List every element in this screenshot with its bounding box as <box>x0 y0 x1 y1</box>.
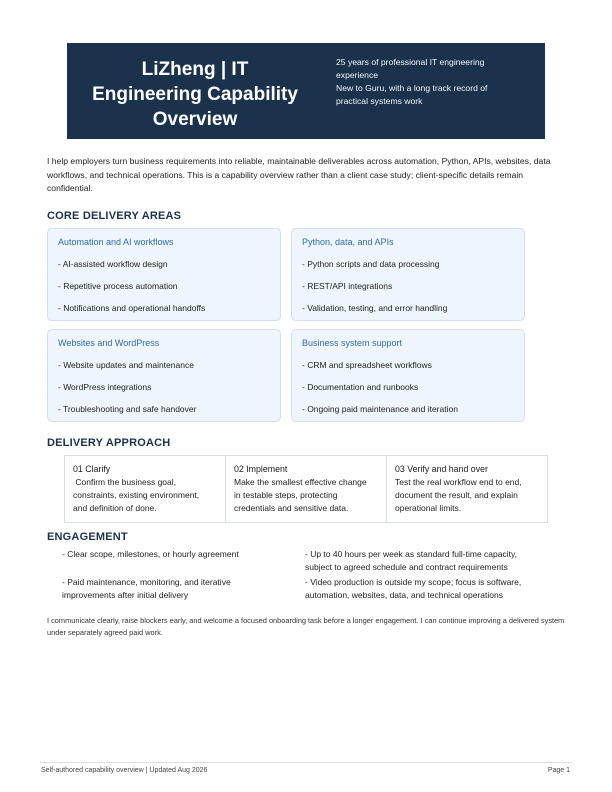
engagement-item <box>62 548 239 561</box>
step-line: credentials and sensitive data. <box>234 503 349 513</box>
card-item: - Notifications and operational handoffs <box>58 303 206 313</box>
step-verify <box>387 456 547 522</box>
step-implement <box>226 456 387 522</box>
card-item: - Python scripts and data processing <box>302 259 440 269</box>
engagement-line: - Paid maintenance, monitoring, and iterative <box>62 577 231 587</box>
footer-note: Self-authored capability overview | Updated Aug 2026 <box>41 767 208 774</box>
card-title: Automation and AI workflows <box>58 237 174 247</box>
page-number: Page 1 <box>547 767 570 774</box>
step-line: in testable steps, protecting <box>234 490 338 500</box>
card-automation <box>47 228 281 321</box>
info-line: practical systems work <box>336 96 423 106</box>
engagement-line: improvements after initial delivery <box>62 590 189 600</box>
info-line: New to Guru, with a long track record of <box>336 83 488 93</box>
step-line: constraints, existing environment, <box>73 490 200 500</box>
header-info <box>336 56 536 108</box>
card-item: - REST/API integrations <box>302 281 393 291</box>
step-clarify <box>65 456 226 522</box>
footer-divider <box>40 762 572 763</box>
title-line: Engineering Capability <box>92 84 298 105</box>
engagement-heading: ENGAGEMENT <box>47 531 128 543</box>
card-item: - Documentation and runbooks <box>302 382 419 392</box>
step-title: 03 Verify and hand over <box>395 464 488 474</box>
card-item: - CRM and spreadsheet workflows <box>302 360 432 370</box>
card-item: - WordPress integrations <box>58 382 152 392</box>
engagement-item <box>62 576 231 602</box>
title-line: Overview <box>152 109 238 130</box>
title-line: LiZheng | IT <box>141 59 249 80</box>
delivery-approach-heading: DELIVERY APPROACH <box>47 437 171 449</box>
card-title: Python, data, and APIs <box>302 237 394 247</box>
card-business-support <box>291 329 525 422</box>
core-delivery-heading: CORE DELIVERY AREAS <box>47 210 182 222</box>
engagement-line: subject to agreed schedule and contract requirements <box>305 562 508 572</box>
card-item: - Validation, testing, and error handling <box>302 303 448 313</box>
card-item: - Website updates and maintenance <box>58 360 194 370</box>
step-line: and definition of done. <box>73 503 157 513</box>
engagement-line: - Video production is outside my scope; focus is software, <box>305 577 522 587</box>
step-line: Make the smallest effective change <box>234 477 367 487</box>
approach-steps <box>64 455 548 523</box>
step-line: operational limits. <box>395 503 462 513</box>
card-item: - Ongoing paid maintenance and iteration <box>302 404 458 414</box>
closing-paragraph: I communicate clearly, raise blockers early, and welcome a focused onboarding task before a longer engagement. I can continue improving a delivered system under separately agreed paid work. <box>47 616 565 637</box>
engagement-item <box>305 548 517 574</box>
card-item: - AI-assisted workflow design <box>58 259 168 269</box>
step-title: 02 Implement <box>234 464 288 474</box>
step-line: Confirm the business goal, <box>73 477 176 487</box>
info-line: experience <box>336 70 379 80</box>
step-line: document the result, and explain <box>395 490 518 500</box>
intro-paragraph: I help employers turn business requirements into reliable, maintainable deliverables across automation, Python, APIs, websites, data workflows, and technical operations. This is a capability overview rather than a client case study; client-specific details remain confidential. <box>47 156 551 193</box>
engagement-line: - Up to 40 hours per week as standard full-time capacity, <box>305 549 517 559</box>
card-python <box>291 228 525 321</box>
card-item: - Repetitive process automation <box>58 281 178 291</box>
info-line: 25 years of professional IT engineering <box>336 57 485 67</box>
engagement-line: automation, websites, data, and technical operations <box>305 590 503 600</box>
card-item: - Troubleshooting and safe handover <box>58 404 197 414</box>
header-banner <box>67 43 545 139</box>
engagement-line: - Clear scope, milestones, or hourly agreement <box>62 549 239 559</box>
card-title: Business system support <box>302 338 403 348</box>
step-line: Test the real workflow end to end, <box>395 477 522 487</box>
page-title <box>79 57 311 132</box>
engagement-item <box>305 576 521 602</box>
card-websites <box>47 329 281 422</box>
card-title: Websites and WordPress <box>58 338 160 348</box>
step-title: 01 Clarify <box>73 464 111 474</box>
